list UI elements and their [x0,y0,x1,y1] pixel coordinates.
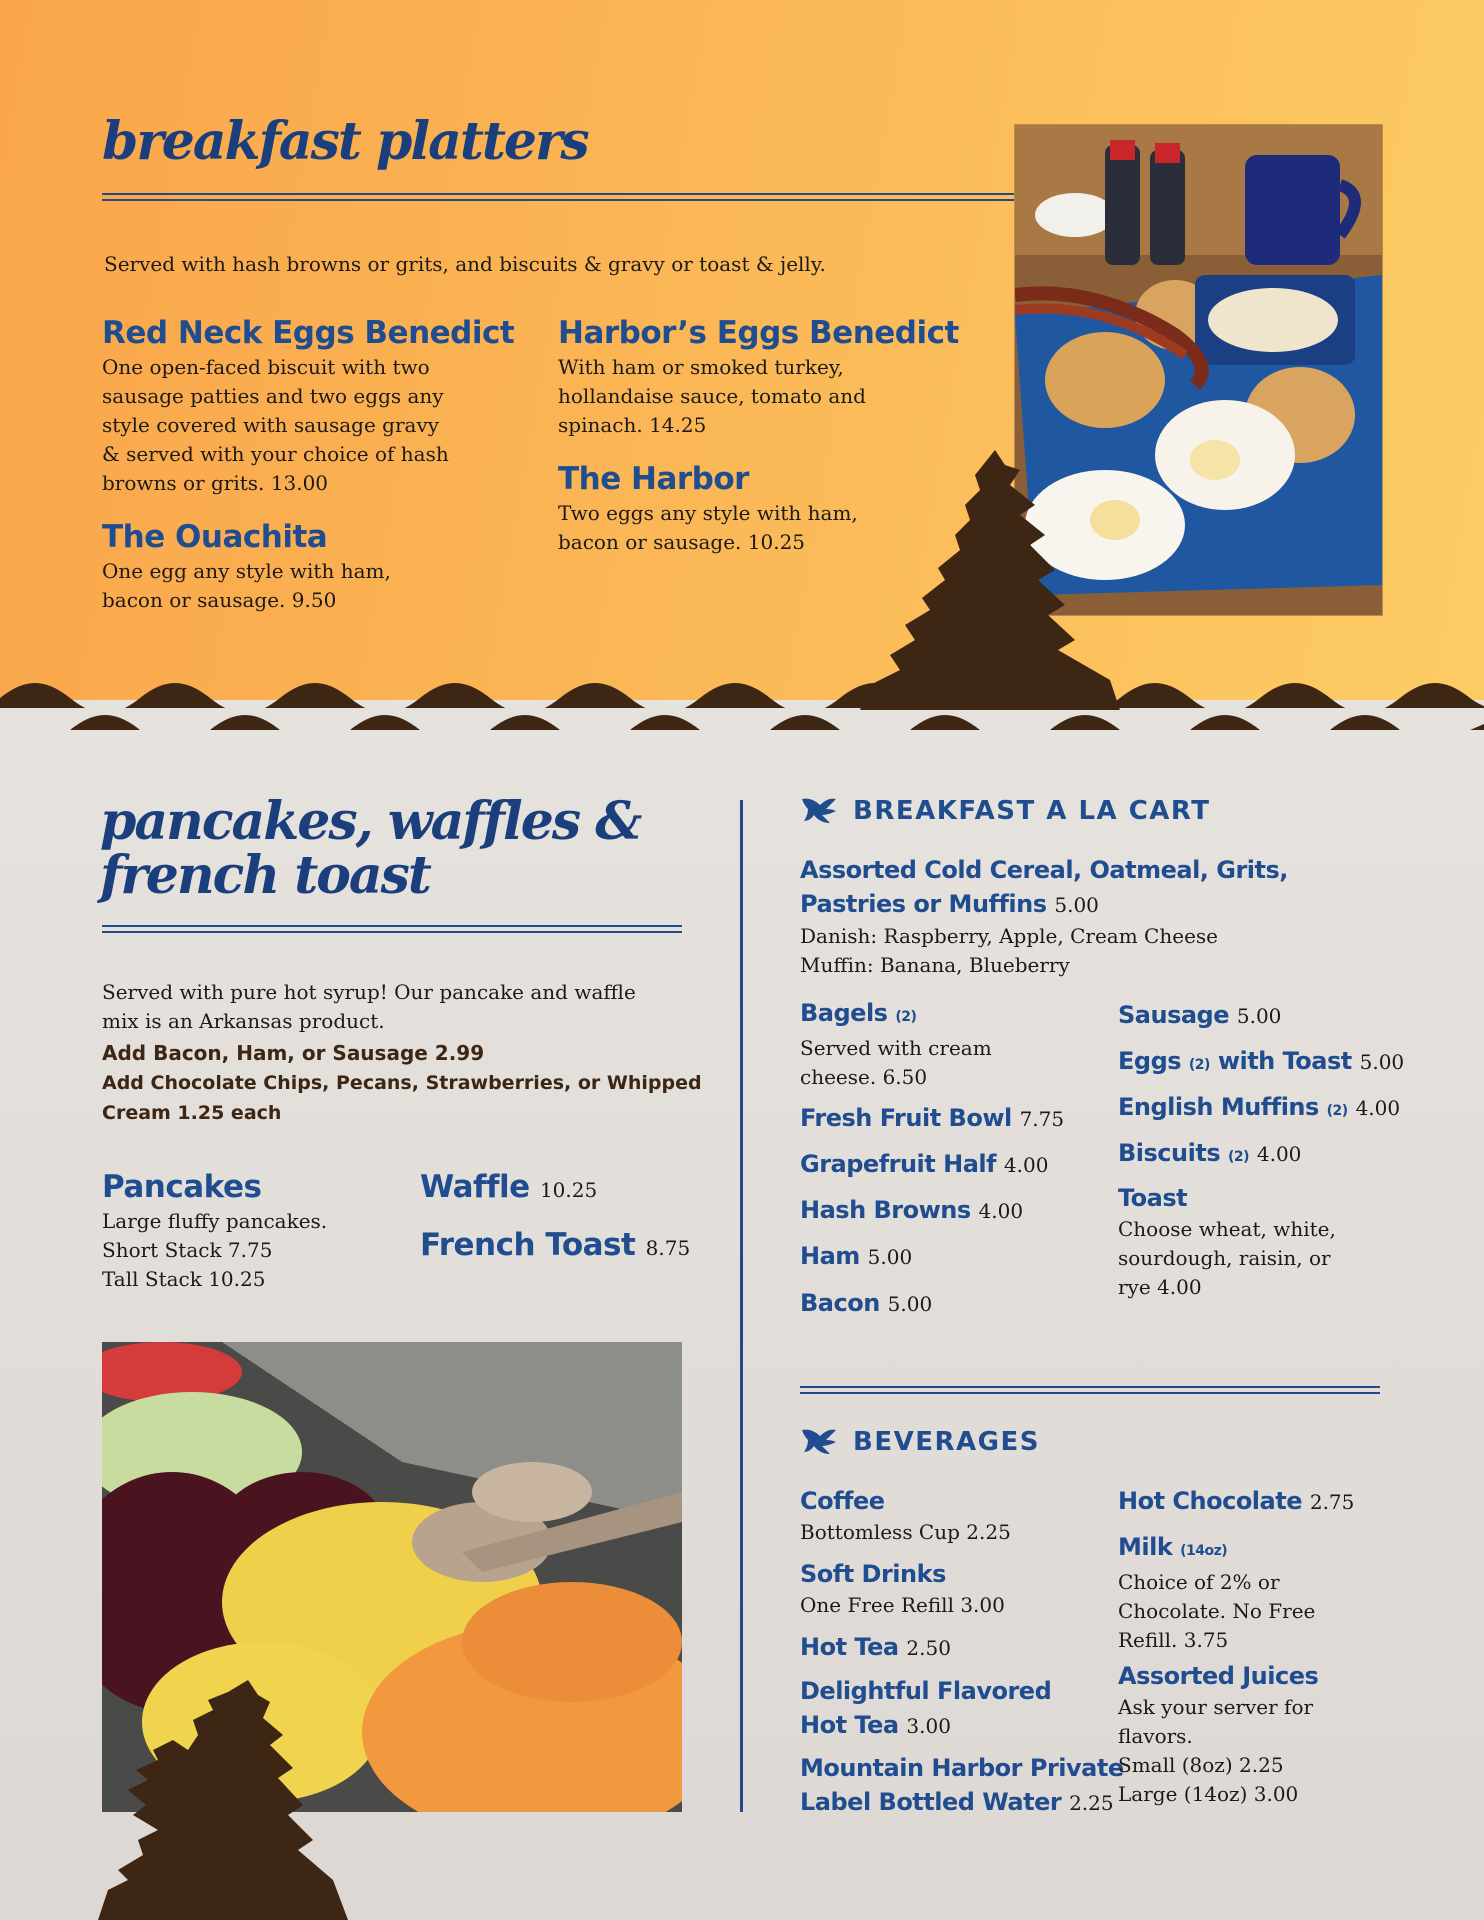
bev-juices [1118,1659,1398,1809]
item-name-line2 [800,1708,1051,1743]
item-price: 5.00 [1054,893,1099,917]
item-name-line2 [800,1785,1124,1820]
bev-hot-tea [800,1630,951,1665]
item-name: Bagels [800,999,888,1027]
item-name: Eggs [1118,1047,1182,1075]
addon-line: Add Bacon, Ham, or Sausage 2.99 [102,1041,485,1065]
item-name: Grapefruit Half [800,1150,997,1178]
item-cereal [800,853,1420,980]
beverages-title: BEVERAGES [853,1427,1040,1457]
muffin-line: Muffin: Banana, Blueberry [800,953,1070,977]
desc-line: Short Stack 7.75 [102,1238,273,1262]
item-name: Hash Browns [800,1196,971,1224]
desc-line: With ham or smoked turkey, [558,355,844,379]
item-bacon [800,1286,932,1321]
item-name-row [1118,1530,1398,1568]
platters-title: breakfast platters [102,111,588,172]
addon-line: Cream 1.25 each [102,1102,282,1124]
item-biscuits [1118,1136,1301,1174]
item-price: 4.00 [1256,1142,1302,1166]
pancakes-addons [102,1038,722,1128]
desc-line: cheese. 6.50 [800,1065,928,1089]
item-qty: (2) [1188,1057,1210,1073]
item-price: 2.25 [1069,1791,1114,1815]
desc-line: & served with your choice of hash [102,442,449,466]
desc-line: Two eggs any style with ham, [558,501,858,525]
item-desc [1118,1693,1398,1809]
harbor-wing-icon [800,1426,838,1458]
item-name: English Muffins [1118,1093,1319,1121]
item-price: 2.75 [1309,1490,1355,1514]
desc-line: Choice of 2% or [1118,1570,1280,1594]
item-name: Bacon [800,1289,880,1317]
item-desc [1118,1568,1398,1655]
pancakes-title-rule [102,925,682,933]
item-price: 5.00 [1359,1050,1405,1074]
item-price: 5.00 [867,1245,913,1269]
item-name: The Ouachita [102,519,328,555]
bev-flavored-tea [800,1674,1051,1743]
bev-soft-drinks [800,1557,1100,1620]
column-divider [740,800,743,1812]
item-price: 2.50 [906,1636,951,1660]
item-price: 10.25 [539,1178,598,1202]
desc-line: spinach. 14.25 [558,413,707,437]
platter-ouachita [102,517,542,615]
item-bagels [800,996,1100,1092]
item-name: Fresh Fruit Bowl [800,1104,1012,1132]
item-desc [102,1207,402,1294]
desc-line: One open-faced biscuit with two [102,355,430,379]
item-hash-browns [800,1193,1023,1228]
intro-line: Served with pure hot syrup! Our pancake and waffle [102,980,636,1004]
item-price: 3.00 [906,1714,951,1738]
desc-line: sausage patties and two eggs any [102,384,444,408]
item-name: Delightful Flavored [800,1677,1052,1705]
item-name: Biscuits [1118,1139,1221,1167]
desc-line: Chocolate. No Free [1118,1599,1316,1623]
desc-line: style covered with sausage gravy [102,413,440,437]
platters-title-rule [102,193,1014,201]
item-price: 4.00 [978,1199,1024,1223]
item-name-line2 [800,887,1420,922]
item-name: Toast [1118,1184,1188,1212]
item-desc: Bottomless Cup 2.25 [800,1520,1011,1544]
desc-line: One egg any style with ham, [102,559,391,583]
platter-harbors-benedict [558,313,998,440]
item-name-suffix: with Toast [1217,1047,1352,1075]
item-price: 4.00 [1003,1153,1049,1177]
item-grapefruit [800,1147,1048,1182]
item-name: Sausage [1118,1001,1230,1029]
desc-line: Large fluffy pancakes. [102,1209,328,1233]
desc-line: flavors. [1118,1724,1193,1748]
desc-line: Tall Stack 10.25 [102,1267,266,1291]
desc-line: browns or grits. 13.00 [102,471,329,495]
item-price: 4.00 [1355,1096,1401,1120]
item-ham [800,1239,912,1274]
item-desc [102,353,542,498]
item-name: French Toast [420,1227,636,1263]
item-name: Soft Drinks [800,1560,946,1588]
desc-line: rye 4.00 [1118,1275,1202,1299]
desc-line: Large (14oz) 3.00 [1118,1782,1299,1806]
desc-line: Refill. 3.75 [1118,1628,1229,1652]
item-name: Label Bottled Water [800,1788,1062,1816]
title-line: french toast [100,845,430,906]
desc-line: sourdough, raisin, or [1118,1246,1331,1270]
desc-line: bacon or sausage. 10.25 [558,530,806,554]
desc-line: hollandaise sauce, tomato and [558,384,866,408]
item-name: Hot Tea [800,1711,899,1739]
item-desc [102,557,542,615]
desc-line: Served with cream [800,1036,992,1060]
item-english-muffins [1118,1090,1400,1128]
pancakes-intro [102,978,702,1036]
intro-line: mix is an Arkansas product. [102,1009,385,1033]
item-price: 5.00 [887,1292,933,1316]
item-fruit-bowl [800,1101,1064,1136]
desc-line: bacon or sausage. 9.50 [102,588,337,612]
item-pancakes [102,1167,402,1294]
item-waffle [420,1167,597,1210]
item-desc [800,1034,1100,1092]
desc-line: Ask your server for [1118,1695,1314,1719]
danish-line: Danish: Raspberry, Apple, Cream Cheese [800,924,1218,948]
item-qty: (14oz) [1180,1543,1228,1559]
item-name: Assorted Cold Cereal, Oatmeal, Grits, [800,856,1288,884]
item-name-row [800,996,1100,1034]
platter-the-harbor [558,459,998,557]
item-name: Ham [800,1242,860,1270]
item-name: Pastries or Muffins [800,890,1047,918]
bev-hot-chocolate [1118,1484,1354,1519]
item-price: 8.75 [645,1236,691,1260]
item-price: 5.00 [1236,1004,1282,1028]
bev-bottled-water [800,1751,1124,1820]
desc-line: Small (8oz) 2.25 [1118,1753,1284,1777]
desc-line: Choose wheat, white, [1118,1217,1336,1241]
item-name: Harbor’s Eggs Benedict [558,315,959,351]
item-name: Milk [1118,1533,1173,1561]
pancakes-title [100,791,641,906]
item-name: Mountain Harbor Private [800,1754,1124,1782]
item-price: 7.75 [1019,1107,1065,1131]
item-desc: One Free Refill 3.00 [800,1593,1005,1617]
item-french-toast [420,1225,690,1268]
alacart-title: BREAKFAST A LA CART [853,796,1211,826]
platters-intro: Served with hash browns or grits, and biscuits & gravy or toast & jelly. [104,252,826,276]
item-name: Red Neck Eggs Benedict [102,315,515,351]
item-name: Waffle [420,1169,530,1205]
bev-milk [1118,1530,1398,1655]
item-toast [1118,1181,1398,1302]
item-desc [558,353,998,440]
item-name: Pancakes [102,1169,262,1205]
item-qty: (2) [1326,1103,1348,1119]
item-name: Assorted Juices [1118,1662,1319,1690]
item-desc [558,499,998,557]
harbor-wing-icon [800,795,838,827]
pine-tree-icon [98,1680,378,1920]
platter-red-neck [102,313,542,498]
addon-line: Add Chocolate Chips, Pecans, Strawberries, or Whipped [102,1072,702,1094]
item-name: Hot Chocolate [1118,1487,1302,1515]
beverages-rule [800,1386,1380,1394]
item-name: The Harbor [558,461,749,497]
item-name: Coffee [800,1487,885,1515]
bev-coffee [800,1484,1100,1547]
item-name: Hot Tea [800,1633,899,1661]
item-desc [1118,1215,1398,1302]
title-line: pancakes, waffles & [100,791,641,852]
wave-divider [0,680,1484,740]
item-qty: (2) [1227,1149,1250,1165]
item-eggs-toast [1118,1044,1404,1082]
item-sausage [1118,998,1281,1033]
item-qty: (2) [895,1009,917,1025]
